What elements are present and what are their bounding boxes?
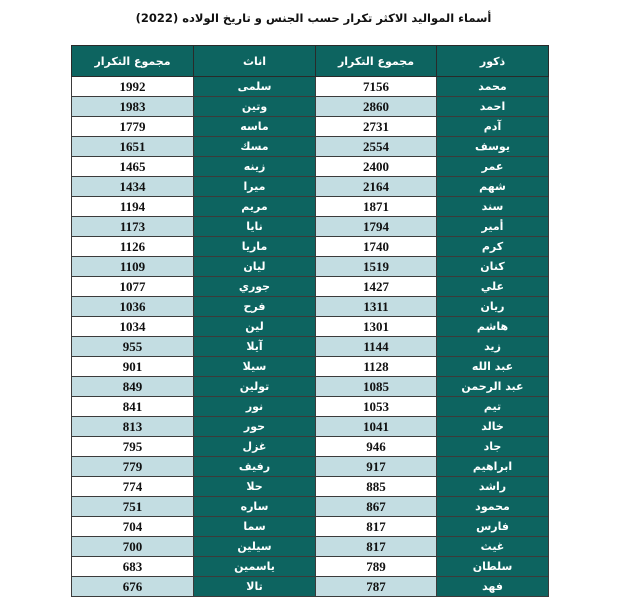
cell-male-count: 885	[316, 477, 437, 497]
table-row	[72, 277, 549, 297]
table-row	[72, 437, 549, 457]
cell-male-count: 1519	[316, 257, 437, 277]
cell-male-name: كرم	[437, 237, 549, 257]
page-title: أسماء المواليد الاكثر تكرار حسب الجنس و تاريخ الولاده (2022)	[135, 11, 492, 25]
cell-male-name: سند	[437, 197, 549, 217]
cell-male-count: 817	[316, 537, 437, 557]
cell-female-name: غزل	[194, 437, 316, 457]
cell-female-name: سلمى	[194, 77, 316, 97]
cell-male-name: شهم	[437, 177, 549, 197]
cell-male-name: فارس	[437, 517, 549, 537]
cell-female-name: تالا	[194, 577, 316, 597]
cell-female-count: 676	[72, 577, 194, 597]
cell-male-name: زيد	[437, 337, 549, 357]
cell-female-name: زينه	[194, 157, 316, 177]
cell-female-name: مسك	[194, 137, 316, 157]
cell-female-name: ماسه	[194, 117, 316, 137]
cell-male-name: جاد	[437, 437, 549, 457]
table-row	[72, 477, 549, 497]
table-row	[72, 197, 549, 217]
cell-male-name: آدم	[437, 117, 549, 137]
cell-male-count: 1053	[316, 397, 437, 417]
table-row	[72, 137, 549, 157]
cell-female-name: رفيف	[194, 457, 316, 477]
cell-female-count: 1109	[72, 257, 194, 277]
cell-male-name: ريان	[437, 297, 549, 317]
cell-male-count: 7156	[316, 77, 437, 97]
cell-male-name: يوسف	[437, 137, 549, 157]
table-row	[72, 417, 549, 437]
cell-male-count: 917	[316, 457, 437, 477]
cell-male-count: 2554	[316, 137, 437, 157]
cell-male-count: 1085	[316, 377, 437, 397]
cell-male-name: عمر	[437, 157, 549, 177]
cell-female-name: ميرا	[194, 177, 316, 197]
cell-male-count: 789	[316, 557, 437, 577]
table-header-row	[72, 46, 549, 77]
cell-male-name: عبد الله	[437, 357, 549, 377]
table-header	[72, 46, 549, 77]
cell-male-count: 787	[316, 577, 437, 597]
cell-male-count: 1128	[316, 357, 437, 377]
cell-male-count: 1301	[316, 317, 437, 337]
table-body	[72, 77, 549, 597]
table-row	[72, 97, 549, 117]
cell-female-count: 1465	[72, 157, 194, 177]
cell-male-count: 1311	[316, 297, 437, 317]
cell-male-name: سلطان	[437, 557, 549, 577]
cell-female-count: 1992	[72, 77, 194, 97]
cell-male-count: 1871	[316, 197, 437, 217]
cell-female-name: نايا	[194, 217, 316, 237]
cell-female-count: 813	[72, 417, 194, 437]
cell-male-count: 2731	[316, 117, 437, 137]
cell-female-count: 901	[72, 357, 194, 377]
cell-male-count: 2164	[316, 177, 437, 197]
cell-male-name: ابراهيم	[437, 457, 549, 477]
table-row	[72, 537, 549, 557]
column-header-male-name: ذكور	[437, 46, 549, 77]
cell-female-count: 1434	[72, 177, 194, 197]
table-row	[72, 157, 549, 177]
table-row	[72, 357, 549, 377]
table-row	[72, 177, 549, 197]
cell-male-count: 1794	[316, 217, 437, 237]
cell-female-name: جوري	[194, 277, 316, 297]
cell-female-count: 1983	[72, 97, 194, 117]
cell-female-count: 1126	[72, 237, 194, 257]
cell-female-count: 774	[72, 477, 194, 497]
cell-male-name: أمير	[437, 217, 549, 237]
cell-female-count: 1779	[72, 117, 194, 137]
cell-female-name: لين	[194, 317, 316, 337]
cell-female-count: 1194	[72, 197, 194, 217]
table-row	[72, 497, 549, 517]
table-row	[72, 397, 549, 417]
cell-male-name: فهد	[437, 577, 549, 597]
cell-female-count: 751	[72, 497, 194, 517]
cell-female-count: 841	[72, 397, 194, 417]
cell-male-name: محمد	[437, 77, 549, 97]
cell-female-count: 795	[72, 437, 194, 457]
cell-female-name: آيلا	[194, 337, 316, 357]
column-header-male-count: مجموع التكرار	[316, 46, 437, 77]
table-row	[72, 517, 549, 537]
table-row	[72, 77, 549, 97]
table-row	[72, 577, 549, 597]
cell-female-count: 700	[72, 537, 194, 557]
cell-female-name: سيلا	[194, 357, 316, 377]
table-row	[72, 377, 549, 397]
cell-female-name: حلا	[194, 477, 316, 497]
cell-female-count: 704	[72, 517, 194, 537]
cell-male-name: خالد	[437, 417, 549, 437]
birth-names-frequency-table	[71, 45, 549, 597]
cell-male-count: 1041	[316, 417, 437, 437]
cell-female-name: سما	[194, 517, 316, 537]
table-row	[72, 117, 549, 137]
cell-male-count: 1740	[316, 237, 437, 257]
column-header-female-count: مجموع التكرار	[72, 46, 194, 77]
cell-male-name: تيم	[437, 397, 549, 417]
cell-male-name: علي	[437, 277, 549, 297]
cell-male-name: احمد	[437, 97, 549, 117]
table-row	[72, 297, 549, 317]
cell-female-count: 849	[72, 377, 194, 397]
cell-female-name: ماريا	[194, 237, 316, 257]
cell-male-count: 2860	[316, 97, 437, 117]
cell-male-name: هاشم	[437, 317, 549, 337]
column-header-female-name: اناث	[194, 46, 316, 77]
cell-female-count: 1077	[72, 277, 194, 297]
cell-male-name: محمود	[437, 497, 549, 517]
cell-female-count: 955	[72, 337, 194, 357]
cell-female-name: ليان	[194, 257, 316, 277]
cell-male-name: عبد الرحمن	[437, 377, 549, 397]
cell-male-name: راشد	[437, 477, 549, 497]
cell-female-count: 1173	[72, 217, 194, 237]
table-row	[72, 217, 549, 237]
cell-male-name: كنان	[437, 257, 549, 277]
cell-male-count: 2400	[316, 157, 437, 177]
table-row	[72, 237, 549, 257]
table-row	[72, 457, 549, 477]
cell-female-name: ياسمين	[194, 557, 316, 577]
table-row	[72, 257, 549, 277]
cell-female-count: 1034	[72, 317, 194, 337]
cell-female-name: نور	[194, 397, 316, 417]
table-row	[72, 337, 549, 357]
cell-female-count: 1651	[72, 137, 194, 157]
cell-male-name: غيث	[437, 537, 549, 557]
cell-female-name: فرح	[194, 297, 316, 317]
table-row	[72, 557, 549, 577]
cell-male-count: 946	[316, 437, 437, 457]
cell-female-name: مريم	[194, 197, 316, 217]
cell-female-name: سيلين	[194, 537, 316, 557]
cell-female-count: 1036	[72, 297, 194, 317]
cell-male-count: 1144	[316, 337, 437, 357]
cell-female-count: 779	[72, 457, 194, 477]
cell-female-count: 683	[72, 557, 194, 577]
table-row	[72, 317, 549, 337]
names-table-container	[72, 45, 549, 597]
cell-female-name: حور	[194, 417, 316, 437]
cell-female-name: وتين	[194, 97, 316, 117]
cell-male-count: 817	[316, 517, 437, 537]
cell-male-count: 867	[316, 497, 437, 517]
cell-male-count: 1427	[316, 277, 437, 297]
cell-female-name: تولين	[194, 377, 316, 397]
cell-female-name: ساره	[194, 497, 316, 517]
